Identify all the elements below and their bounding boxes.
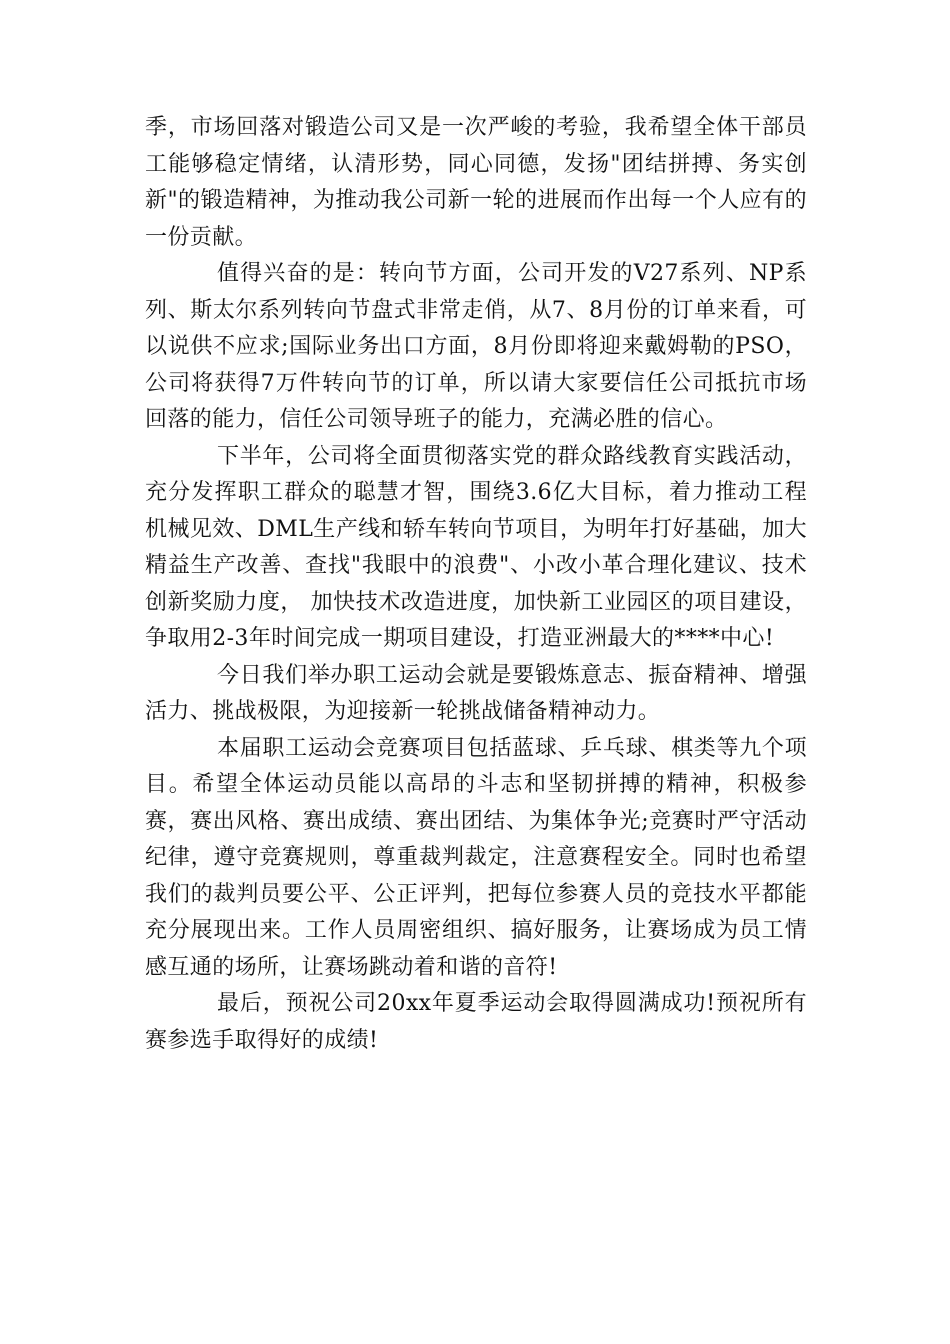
paragraph-orders-outlook: 值得兴奋的是：转向节方面，公司开发的V27系列、NP系列、斯太尔系列转向节盘式非常走俏，从7、8月份的订单来看，可以说供不应求;国际业务出口方面，8月份即将迎来戴姆勒的PSO，公司将获得7万件转向节的订单，所以请大家要信任公司抵抗市场回落的能力，信任公司领导班子的能力，充满必胜的信心。 (145, 261, 807, 432)
paragraph-continuation: 季，市场回落对锻造公司又是一次严峻的考验，我希望全体干部员工能够稳定情绪，认清形势，同心同德，发扬"团结拼搏、务实创新"的锻造精神，为推动我公司新一轮的进展而作出每一个人应有的一份贡献。 (145, 115, 807, 250)
paragraph-sports-meet-purpose: 今日我们举办职工运动会就是要锻炼意志、振奋精神、增强活力、挑战极限，为迎接新一轮挑战储备精神动力。 (145, 662, 807, 724)
paragraph-competition-items: 本届职工运动会竞赛项目包括蓝球、乒乓球、棋类等九个项目。希望全体运动员能以高昂的斗志和坚韧拼搏的精神，积极参赛，赛出风格、赛出成绩、赛出团结、为集体争光;竞赛时严守活动纪律，遵守竞赛规则，尊重裁判裁定，注意赛程安全。同时也希望我们的裁判员要公平、公正评判，把每位参赛人员的竞技水平都能充分展现出来。工作人员周密组织、搞好服务，让赛场成为员工情感互通的场所，让赛场跳动着和谐的音符! (145, 735, 807, 980)
paragraph-second-half-plan: 下半年，公司将全面贯彻落实党的群众路线教育实践活动，充分发挥职工群众的聪慧才智，围绕3.6亿大目标，着力推动工程机械见效、DML生产线和轿车转向节项目，为明年打好基础，加大精益生产改善、查找"我眼中的浪费"、小改小革合理化建议、技术创新奖励力度， 加快技术改造进度，加快新工业园区的项目建设，争取用2-3年时间完成一期项目建设，打造亚洲最大的****中心! (145, 443, 807, 651)
paragraph-closing-wishes: 最后，预祝公司20xx年夏季运动会取得圆满成功!预祝所有赛参选手取得好的成绩! (145, 991, 807, 1053)
document-body (145, 110, 807, 1059)
